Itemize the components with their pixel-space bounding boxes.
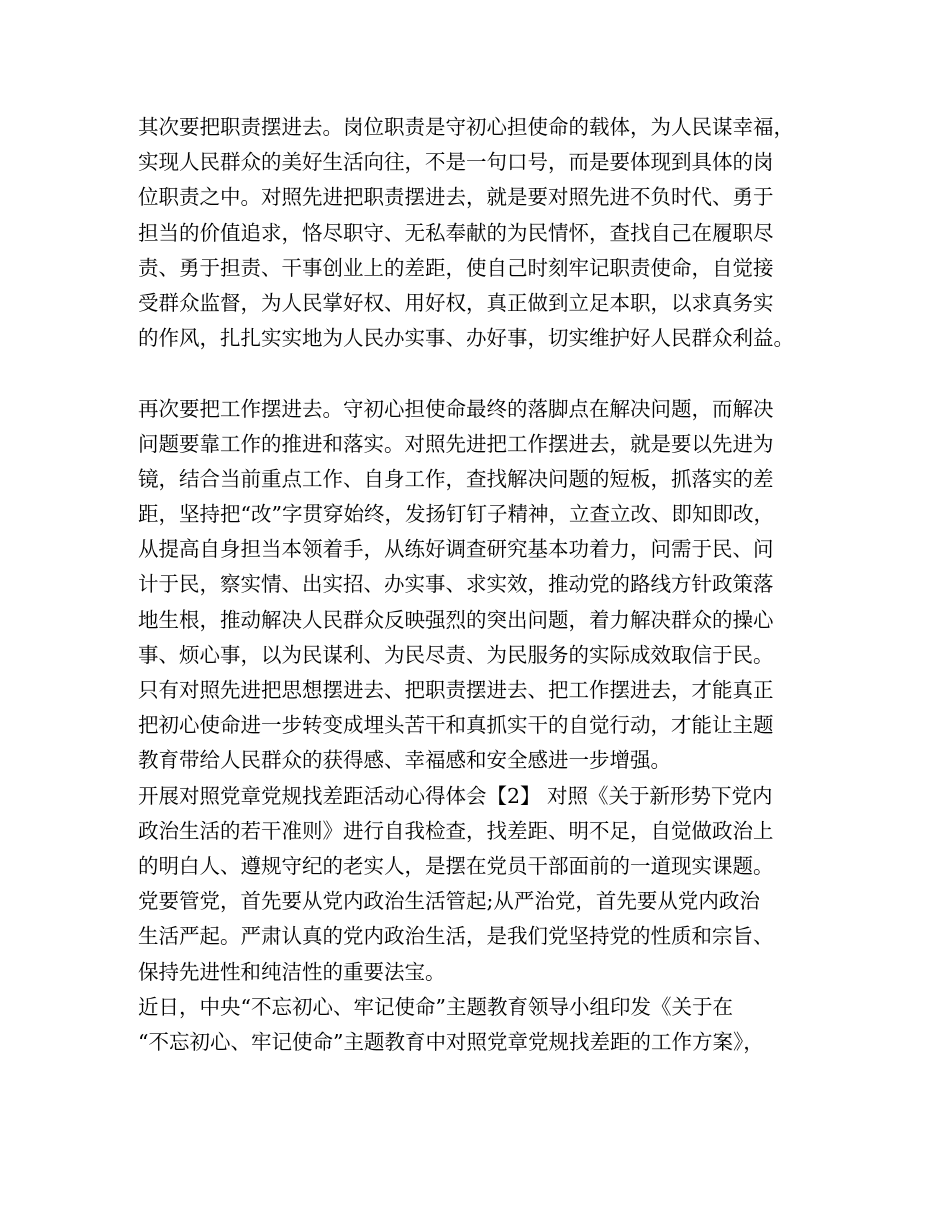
text-line: “不忘初心、牢记使命”主题教育中对照党章党规找差距的工作方案》， [138, 1029, 764, 1054]
text-line: 教育带给人民群众的获得感、幸福感和安全感进一步增强。 [138, 748, 671, 773]
text-line: 位职责之中。对照先进把职责摆进去，就是要对照先进不负时代、勇于 [138, 185, 774, 210]
paragraph-spacer [138, 356, 838, 391]
text-line: 受群众监督，为人民掌好权、用好权，真正做到立足本职，以求真务实 [138, 290, 774, 315]
text-line: 保持先进性和纯洁性的重要法宝。 [138, 959, 446, 984]
text-line: 只有对照先进把思想摆进去、把职责摆进去、把工作摆进去，才能真正 [138, 678, 774, 702]
paragraph [138, 110, 838, 356]
text-line: 政治生活的若干准则》进行自我检查，找差距、明不足，自觉做政治上 [138, 818, 774, 843]
text-line: 把初心使命进一步转变成埋头苦干和真抓实干的自觉行动，才能让主题 [138, 713, 774, 738]
text-line: 生活严起。严肃认真的党内政治生活，是我们党坚持党的性质和宗旨、 [138, 924, 774, 949]
text-line: 距，坚持把“改”字贯穿始终，发扬钉钉子精神，立查立改、即知即改， [138, 502, 774, 527]
text-line: 的作风，扎扎实实地为人民办实事、办好事，切实维护好人民群众利益。 [138, 326, 794, 351]
text-line: 责、勇于担责、干事创业上的差距，使自己时刻牢记职责使命，自觉接 [138, 255, 774, 280]
paragraph [138, 392, 838, 1061]
text-line: 的明白人、遵规守纪的老实人，是摆在党员干部面前的一道现实课题。 [138, 853, 774, 878]
text-line: 计于民，察实情、出实招、办实事、求实效，推动党的路线方针政策落 [138, 572, 774, 597]
text-line: 近日，中央“不忘初心、牢记使命”主题教育领导小组印发《关于在 [138, 994, 733, 1019]
text-line: 其次要把职责摆进去。岗位职责是守初心担使命的载体，为人民谋幸福， [138, 115, 794, 139]
text-line: 从提高自身担当本领着手，从练好调查研究基本功着力，问需于民、问 [138, 537, 774, 562]
text-line: 问题要靠工作的推进和落实。对照先进把工作摆进去，就是要以先进为 [138, 431, 774, 456]
text-line: 事、烦心事，以为民谋利、为民尽责、为民服务的实际成效取信于民。 [138, 642, 774, 667]
text-line: 镜，结合当前重点工作、自身工作，查找解决问题的短板，抓落实的差 [138, 466, 774, 491]
text-line: 地生根，推动解决人民群众反映强烈的突出问题，着力解决群众的操心 [138, 607, 774, 632]
text-line: 党要管党，首先要从党内政治生活管起;从严治党，首先要从党内政治 [138, 889, 760, 914]
text-line: 实现人民群众的美好生活向往，不是一句口号，而是要体现到具体的岗 [138, 150, 774, 175]
text-line: 再次要把工作摆进去。守初心担使命最终的落脚点在解决问题，而解决 [138, 396, 774, 421]
document-body [138, 110, 838, 1060]
text-line: 担当的价值追求，恪尽职守、无私奉献的为民情怀，查找自己在履职尽 [138, 220, 774, 245]
text-line: 开展对照党章党规找差距活动心得体会【2】 对照《关于新形势下党内 [138, 783, 773, 808]
